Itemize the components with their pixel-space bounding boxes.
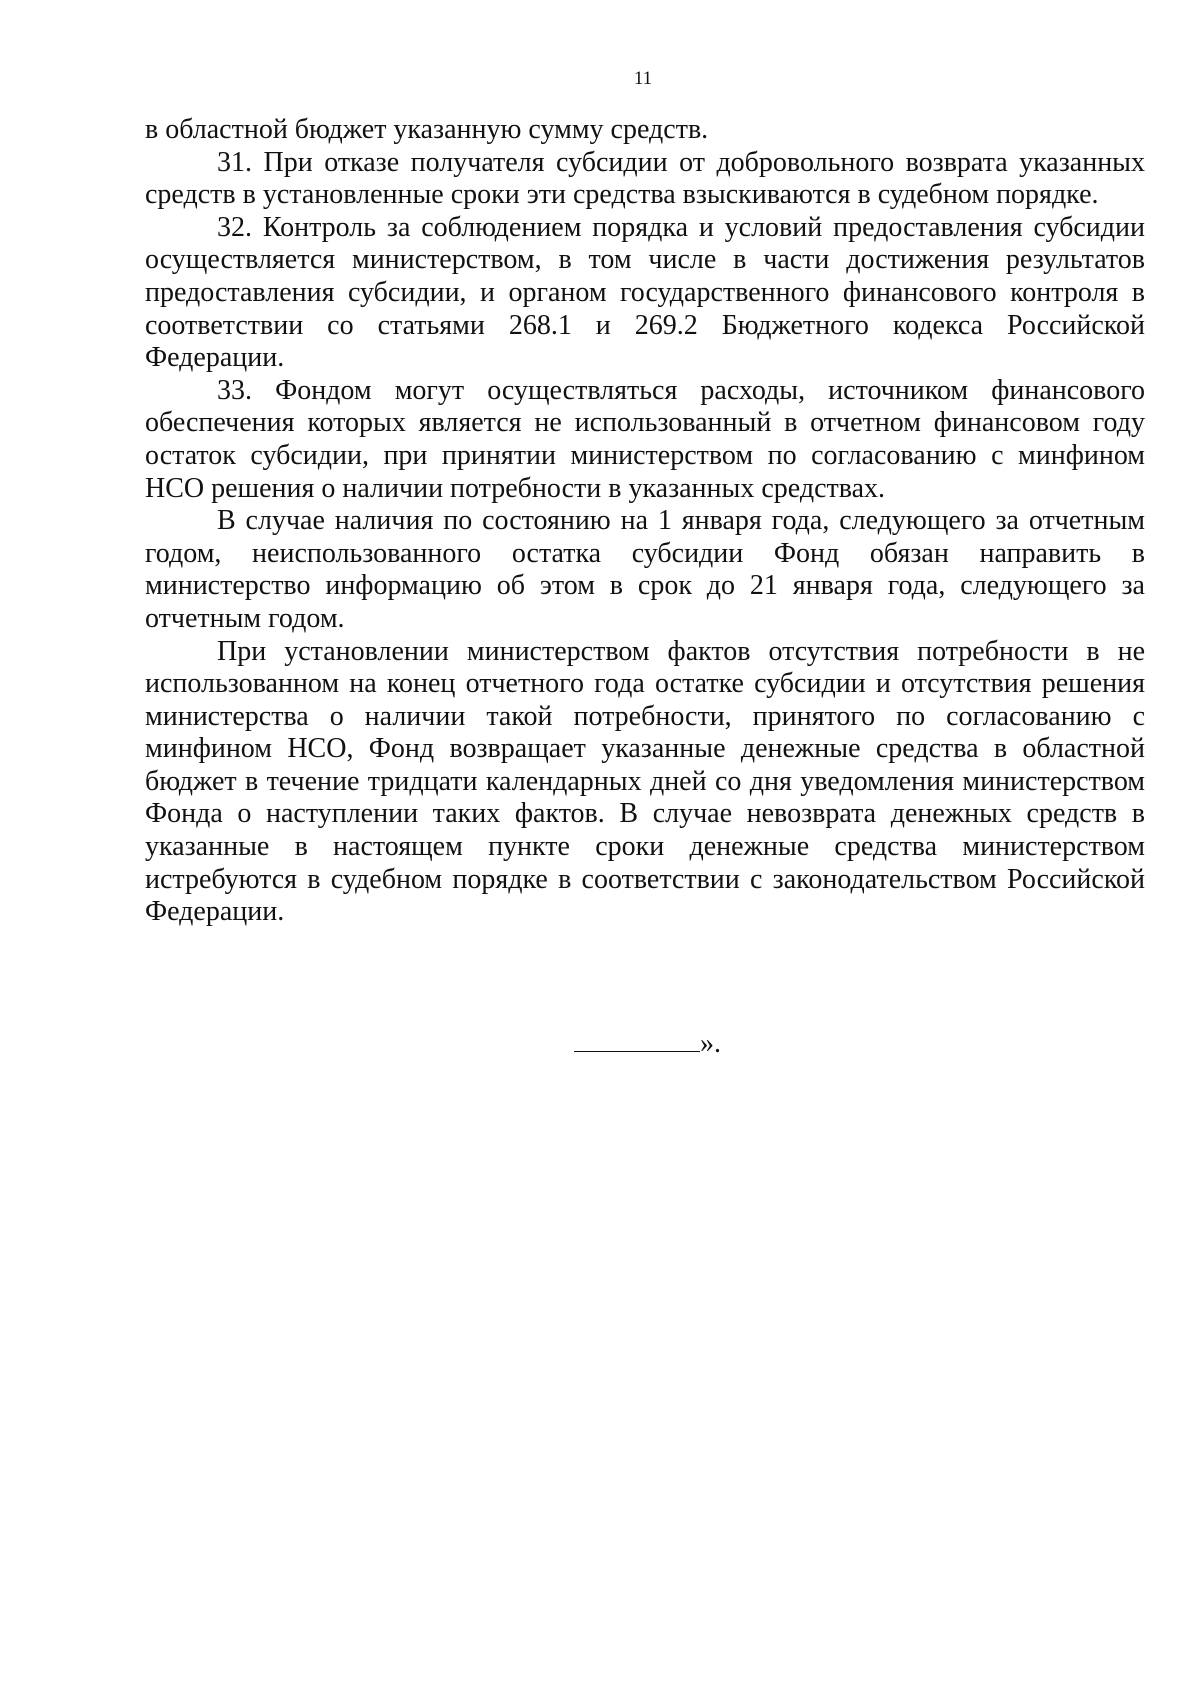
paragraph-31: 31. При отказе получателя субсидии от добровольного возврата указанных средств в установленные сроки эти средства взыскиваются в судебном порядке. (145, 146, 1145, 211)
page-number: 11 (633, 68, 653, 89)
paragraph-33-unused-balance: В случае наличия по состоянию на 1 января года, следующего за отчетным годом, неиспользованного остатка субсидии Фонд обязан направить в министерство информацию об этом в срок до 21 января года, следующего за отчетным годом. (145, 505, 1145, 634)
closing-mark (574, 1025, 721, 1060)
closing-underline (574, 1025, 700, 1052)
closing-quote: ». (700, 1028, 721, 1059)
document-body (145, 114, 1145, 929)
paragraph-continuation: в областной бюджет указанную сумму средств. (145, 114, 709, 145)
paragraph-33: 33. Фондом могут осуществляться расходы, источником финансового обеспечения которых является не использованный в отчетном финансовом году остаток субсидии, при принятии министерством по согласованию с минфином НСО решения о наличии потребности в указанных средствах. (145, 374, 1145, 504)
paragraph-32: 32. Контроль за соблюдением порядка и условий предоставления субсидии осуществляется министерством, в том числе в части достижения результатов предоставления субсидии, и органом государственного финансового контроля в соответствии со статьями 268.1 и 269.2 Бюджетного кодекса Российской Федерации. (145, 211, 1145, 374)
paragraph-33-refund: При установлении министерством фактов отсутствия потребности в не использованном на конец отчетного года остатке субсидии и отсутствия решения министерства о наличии такой потребности, принятого по согласованию с минфином НСО, Фонд возвращает указанные денежные средства в областной бюджет в течение тридцати календарных дней со дня уведомления министерством Фонда о наступлении таких фактов. В случае невозврата денежных средств в указанные в настоящем пункте сроки денежные средства министерством истребуются в судебном порядке в соответствии с законодательством Российской Федерации. (145, 635, 1145, 928)
